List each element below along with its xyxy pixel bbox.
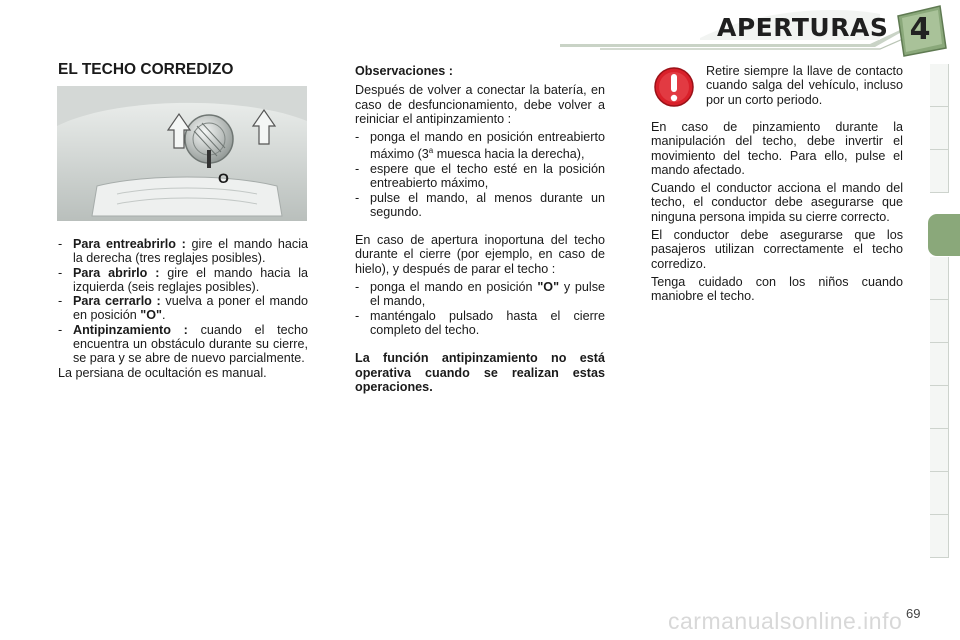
safety-paragraph: El conductor debe asegurarse que los pasajeros utilizan correctamente el techo corredizo. [651, 228, 903, 271]
page-number: 69 [906, 606, 921, 621]
list-item: - Para entreabrirlo : gire el mando hacia la derecha (tres reglajes posibles). [58, 237, 308, 266]
column-2 [355, 64, 605, 398]
tab-11[interactable] [930, 515, 949, 558]
incident-paragraph: En caso de apertura inoportuna del techo durante el cierre (por ejemplo, en caso de hielo), y después de parar el techo : [355, 233, 605, 276]
tab-8[interactable] [930, 386, 949, 429]
list-item: - ponga el mando en posición entreabierto máximo (3$^a$ muesca hacia la derecha), [355, 130, 605, 162]
safety-paragraph: En caso de pinzamiento durante la manipulación del techo, debe invertir el movimiento del techo. Para ello, pulse el mando afectado. [651, 120, 903, 177]
chapter-title: APERTURAS [717, 13, 889, 42]
tab-1[interactable] [930, 64, 949, 107]
list-item: - Para cerrarlo : vuelva a poner el mando en posición "O". [58, 294, 308, 323]
list-item: - espere que el techo esté en la posición entreabierto máximo, [355, 161, 605, 191]
list-item: - manténgalo pulsado hasta el cierre completo del techo. [355, 308, 605, 337]
tab-6[interactable] [930, 300, 949, 343]
section-title: EL TECHO CORREDIZO [58, 61, 234, 78]
list-item: - Antipinzamiento : cuando el techo encuentra un obstáculo durante su cierre, se para y se abre de nuevo parcialmente. [58, 322, 308, 366]
watermark: carmanualsonline.info [668, 608, 903, 634]
observations-intro: Después de volver a conectar la batería, en caso de desfuncionamiento, debe volver a reiniciar el antipinzamiento : [355, 83, 605, 126]
tab-10[interactable] [930, 472, 949, 515]
list-item: - pulse el mando, al menos durante un segundo. [355, 190, 605, 219]
chapter-tabs [928, 64, 960, 576]
tab-4-active[interactable] [928, 214, 960, 256]
column-1 [58, 237, 308, 384]
warning-text-block [706, 64, 903, 111]
column-3 [651, 120, 903, 308]
safety-paragraph: Cuando el conductor acciona el mando del techo, el conductor debe asegurarse que ninguna persona impida su cierre correcto. [651, 181, 903, 224]
warning-text: Retire siempre la llave de contacto cuando salga del vehículo, incluso por un corto periodo. [706, 64, 903, 107]
warning-icon [653, 66, 695, 108]
antipinch-warning: La función antipinzamiento no está operativa cuando se realizan estas operaciones. [355, 351, 605, 394]
list-item: - Para abrirlo : gire el mando hacia la izquierda (seis reglajes posibles). [58, 265, 308, 294]
safety-paragraph: Tenga cuidado con los niños cuando maniobre el techo. [651, 274, 903, 304]
tab-5[interactable] [930, 257, 949, 300]
tab-9[interactable] [930, 429, 949, 472]
observations-title: Observaciones : [355, 64, 453, 78]
chapter-number: 4 [909, 12, 931, 47]
sunroof-control-illustration [57, 86, 307, 221]
tab-3[interactable] [930, 150, 949, 193]
tab-2[interactable] [930, 107, 949, 150]
tab-7[interactable] [930, 343, 949, 386]
figure-position-label: O [218, 170, 229, 186]
list-item: - ponga el mando en posición "O" y pulse el mando, [355, 280, 605, 309]
footer-note: La persiana de ocultación es manual. [58, 365, 267, 380]
